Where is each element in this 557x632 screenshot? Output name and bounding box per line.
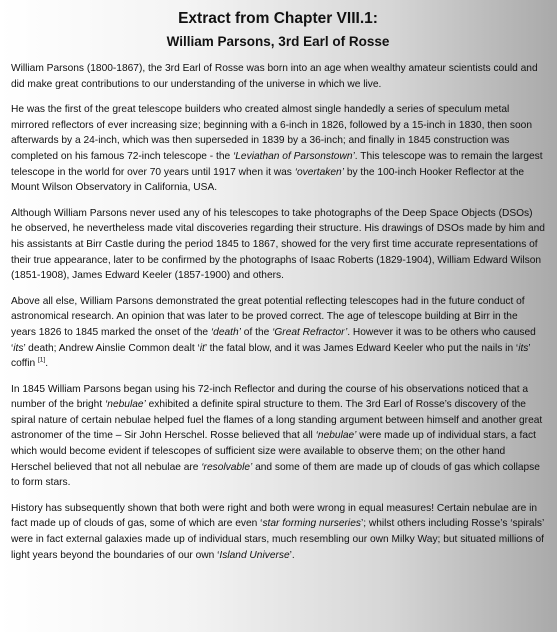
paragraph-4-text: ’ coffin: [11, 342, 531, 370]
paragraph-4-emphasis: ‘death’: [210, 326, 241, 338]
paragraph-4: [11, 294, 545, 372]
paragraph-2-text: He was the first of the great telescope builders who created almost single handedly a series of speculum metal mirrored reflectors of ever increasing size; beginning with a 6-inch in 1826, followed by a 15-inch in 1830, then soon afterwards by a 24-inch, which was then superseded in 1839 by a 36-inch; and finally in 1845 construction was completed on his famous 72-inch telescope - the: [11, 104, 532, 162]
paragraph-5-emphasis: ‘nebulae’: [315, 430, 357, 442]
paragraph-2-text: by the 100-inch Hooker Reflector at the Mount Wilson Observatory in California, USA.: [11, 166, 525, 194]
paragraph-5-emphasis: ‘resolvable’: [201, 461, 253, 473]
paragraph-6-emphasis: star forming nurseries: [262, 518, 361, 530]
paragraph-6-text: History has subsequently shown that both were right and both were wrong in equal measures! Certain nebulae are in fact made up of clouds of gas, some of which are even ‘: [11, 502, 538, 530]
paragraph-4-text: ’ death; Andrew Ainslie Common dealt ‘: [23, 342, 200, 354]
paragraph-5-emphasis: ‘nebulae’: [105, 399, 146, 411]
paragraph-4-emphasis: ‘Great Refractor’: [272, 326, 348, 338]
paragraph-4-text: .: [45, 358, 49, 370]
paragraph-4-text: Above all else, William Parsons demonstrated the great potential reflecting telescopes had in the future conduct of astronomical research. An opinion that was later to be proved correct. The age of telescope building at Birr in the years 1826 to 1845 marked the onset of the: [11, 295, 525, 338]
paragraph-5: [11, 382, 545, 491]
paragraph-5-text: exhibited a definite spiral structure to them. The 3rd Earl of Rosse’s discovery of the spiral nature of certain nebulae helped fuel the flames of a long standing argument between himself and another great astronomer of the time – Sir John Herschel. Rosse believed that all: [11, 399, 543, 442]
paragraph-4-text: ’ the fatal blow, and it was James Edward Keeler who put the nails in ‘: [204, 342, 519, 354]
paragraph-6-text: ’.: [289, 549, 295, 561]
paragraph-4-emphasis: its: [13, 342, 24, 354]
paragraph-6-text: ’; whilst others including Rosse’s ‘spirals’ were in fact external galaxies made up of individual stars, much resembling our own Milky Way; but situated millions of light years beyond the boundaries of our own ‘: [11, 518, 545, 561]
paragraph-6: [11, 501, 545, 563]
paragraph-4-text: of the: [240, 326, 273, 338]
page-title: Extract from Chapter VIII.1:: [178, 10, 378, 27]
paragraph-2-emphasis: ‘overtaken’: [294, 166, 344, 178]
paragraph-2-emphasis: ‘Leviathan of Parsonstown’: [233, 150, 355, 162]
section-subtitle: William Parsons, 3rd Earl of Rosse: [166, 34, 390, 49]
paragraph-6-emphasis: Island Universe: [219, 549, 290, 561]
paragraph-4-emphasis: it: [199, 342, 205, 354]
paragraph-2: [11, 102, 545, 196]
paragraph-4-emphasis: its: [518, 342, 529, 354]
paragraph-5-text: and some of them are made up of clouds of gas which collapse to form stars.: [11, 461, 540, 489]
paragraph-5-text: were made up of individual stars, a fact which would become evident if telescopes of sufficient size were available to observe them; on the other hand Herschel believed that not all nebulae are: [11, 430, 536, 473]
paragraph-1: William Parsons (1800-1867), the 3rd Earl of Rosse was born into an age when wealthy amateur scientists could and did make great contributions to our understanding of the universe in which we live.: [11, 63, 538, 90]
paragraph-5-text: In 1845 William Parsons began using his 72-inch Reflector and during the course of his observations noticed that a number of the bright: [11, 383, 529, 411]
paragraph-3: Although William Parsons never used any of his telescopes to take photographs of the Deep Space Objects (DSOs) he observed, he nevertheless made vital discoveries regarding their structure. His drawings of DSOs made by him and his assistants at Birr Castle during the period 1845 to 1867, showed for the very first time accurate representations of their true appearance, later to be confirmed by the photographs of Isaac Roberts (1829-1904), William Edward Wilson (1851-1908), James Edward Keeler (1857-1900) and others.: [11, 207, 545, 282]
paragraph-2-text: . This telescope was to remain the largest telescope in the world for over 70 years until 1917 when it was: [11, 150, 543, 178]
footnote-reference: [1]: [38, 356, 46, 364]
paragraph-4-text: . However it was to be others who caused ‘: [11, 326, 536, 354]
